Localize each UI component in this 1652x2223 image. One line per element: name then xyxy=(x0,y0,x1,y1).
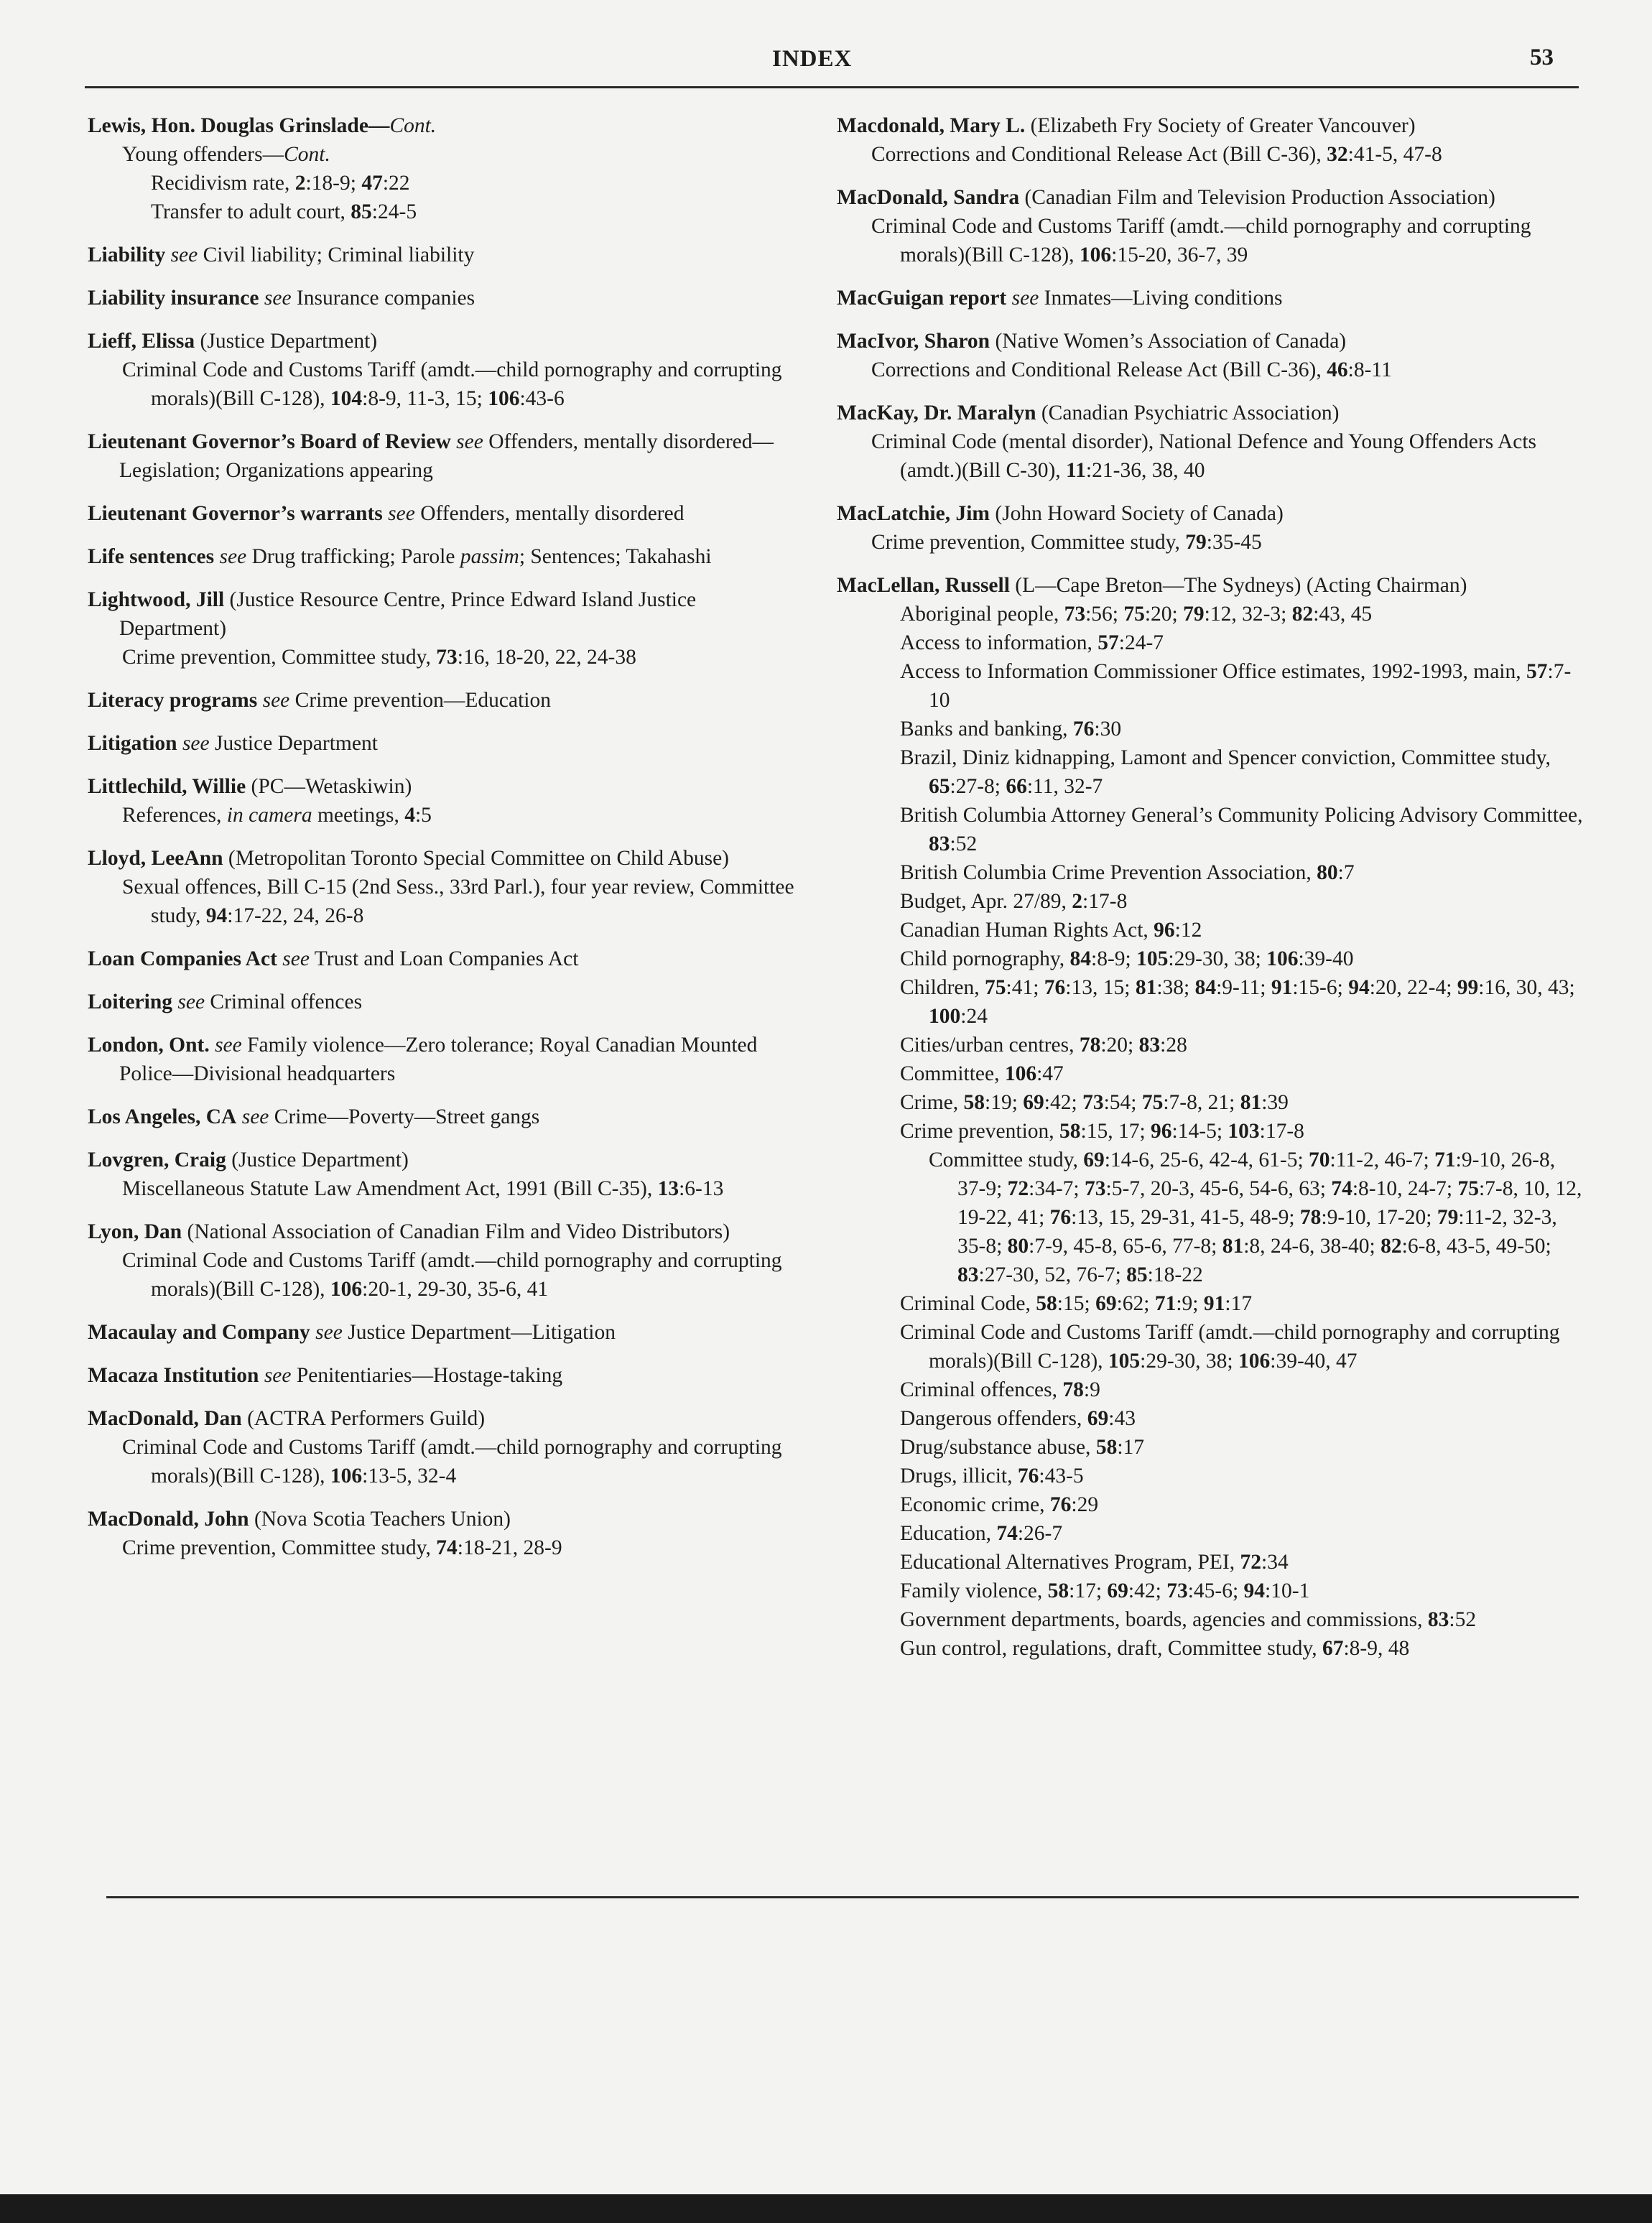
index-entry xyxy=(88,284,806,312)
index-subentry: Brazil, Diniz kidnapping, Lamont and Spencer conviction, Committee study, 65:27-8; 66:11, 32-7 xyxy=(900,746,1551,798)
index-heading: Lovgren, Craig (Justice Department) xyxy=(88,1148,409,1171)
index-subentry: Banks and banking, 76:30 xyxy=(900,718,1122,741)
index-subentry: Crime prevention, Committee study, 73:16, 18-20, 22, 24-38 xyxy=(122,646,636,669)
index-heading: MacLatchie, Jim (John Howard Society of Canada) xyxy=(837,502,1284,525)
index-heading: Lightwood, Jill (Justice Resource Centre, Prince Edward Island Justice Department) xyxy=(88,588,697,640)
index-heading: Lewis, Hon. Douglas Grinslade—Cont. xyxy=(88,114,437,137)
index-subentry: Drugs, illicit, 76:43-5 xyxy=(900,1465,1084,1488)
index-entry xyxy=(88,729,806,758)
index-entry xyxy=(837,571,1584,1663)
index-subentry: Drug/substance abuse, 58:17 xyxy=(900,1436,1145,1459)
index-heading: MacLellan, Russell (L—Cape Breton—The Sydneys) (Acting Chairman) xyxy=(837,574,1467,597)
index-entry xyxy=(837,284,1584,312)
index-subentry: Crime, 58:19; 69:42; 73:54; 75:7-8, 21; 81:39 xyxy=(900,1091,1289,1114)
scan-edge-band xyxy=(0,2194,1652,2223)
page-title: INDEX xyxy=(772,46,853,72)
index-subentry: Criminal Code and Customs Tariff (amdt.—child pornography and corrupting morals)(Bill C-128), 106:13-5, 32-4 xyxy=(122,1436,782,1488)
index-entry xyxy=(88,327,806,413)
index-subentry: Dangerous offenders, 69:43 xyxy=(900,1407,1136,1430)
index-entry xyxy=(837,499,1584,557)
index-subentry: Criminal Code, 58:15; 69:62; 71:9; 91:17 xyxy=(900,1292,1253,1315)
index-subentry: Child pornography, 84:8-9; 105:29-30, 38; 106:39-40 xyxy=(900,947,1354,970)
index-subentry: Committee study, 69:14-6, 25-6, 42-4, 61-5; 70:11-2, 46-7; 71:9-10, 26-8, 37-9; 72:34-7; 73:5-7, 20-3, 45-6, 54-6, 63; 74:8-10, 24-7; 75:7-8, 10, 12, 19-22, 41; 76:13, 15, 29-31, 41-5, 48-9; 78:9-10, 17-20; 79:11-2, 32-3, 35-8; 80:7-9, 45-8, 65-6, 77-8; 81:8, 24-6, 38-40; 82:6-8, 43-5, 49-50; 83:27-30, 52, 76-7; 85:18-22 xyxy=(929,1148,1582,1286)
index-heading: London, Ont. see Family violence—Zero tolerance; Royal Canadian Mounted Police—Divisional headquarters xyxy=(88,1034,758,1085)
index-entry xyxy=(88,1505,806,1562)
index-subentry: Children, 75:41; 76:13, 15; 81:38; 84:9-11; 91:15-6; 94:20, 22-4; 99:16, 30, 43; 100:24 xyxy=(900,976,1575,1028)
index-subentry: Young offenders—Cont. xyxy=(122,143,330,166)
index-entry xyxy=(88,1031,806,1088)
index-subentry: Crime prevention, Committee study, 74:18-21, 28-9 xyxy=(122,1536,562,1559)
index-heading: Life sentences see Drug trafficking; Parole passim; Sentences; Takahashi xyxy=(88,545,712,568)
index-heading: Lieff, Elissa (Justice Department) xyxy=(88,330,378,353)
index-entry xyxy=(88,1103,806,1131)
index-subentry: Criminal Code and Customs Tariff (amdt.—child pornography and corrupting morals)(Bill C-128), 104:8-9, 11-3, 15; 106:43-6 xyxy=(122,358,782,410)
index-subentry: Criminal Code and Customs Tariff (amdt.—child pornography and corrupting morals)(Bill C-128), 106:20-1, 29-30, 35-6, 41 xyxy=(122,1249,782,1301)
index-heading: Literacy programs see Crime prevention—Education xyxy=(88,689,552,712)
index-heading: Loitering see Criminal offences xyxy=(88,990,363,1013)
index-subentry: Recidivism rate, 2:18-9; 47:22 xyxy=(151,172,410,195)
index-subentry: Government departments, boards, agencies and commissions, 83:52 xyxy=(900,1608,1477,1631)
index-subentry: Cities/urban centres, 78:20; 83:28 xyxy=(900,1034,1187,1057)
index-entry xyxy=(88,1361,806,1390)
right-column xyxy=(837,111,1584,1677)
index-heading: MacDonald, Sandra (Canadian Film and Television Production Association) xyxy=(837,186,1495,209)
index-entry xyxy=(88,111,806,226)
index-heading: Macdonald, Mary L. (Elizabeth Fry Society of Greater Vancouver) xyxy=(837,114,1416,137)
index-subentry: Family violence, 58:17; 69:42; 73:45-6; 94:10-1 xyxy=(900,1579,1310,1602)
index-subentry: British Columbia Crime Prevention Association, 80:7 xyxy=(900,861,1355,884)
index-entry xyxy=(837,183,1584,269)
index-heading: MacGuigan report see Inmates—Living conditions xyxy=(837,287,1283,310)
index-heading: MacDonald, John (Nova Scotia Teachers Union) xyxy=(88,1508,511,1531)
index-subentry: Access to Information Commissioner Office estimates, 1992-1993, main, 57:7-10 xyxy=(900,660,1572,712)
index-subentry: Education, 74:26-7 xyxy=(900,1522,1063,1545)
index-entry xyxy=(88,945,806,973)
index-subentry: Miscellaneous Statute Law Amendment Act, 1991 (Bill C-35), 13:6-13 xyxy=(122,1177,724,1200)
index-subentry: Educational Alternatives Program, PEI, 72:34 xyxy=(900,1551,1289,1574)
index-heading: Macaza Institution see Penitentiaries—Hostage-taking xyxy=(88,1364,563,1387)
index-entry xyxy=(88,988,806,1016)
index-heading: Los Angeles, CA see Crime—Poverty—Street gangs xyxy=(88,1105,540,1128)
index-heading: Lloyd, LeeAnn (Metropolitan Toronto Special Committee on Child Abuse) xyxy=(88,847,730,870)
index-heading: MacDonald, Dan (ACTRA Performers Guild) xyxy=(88,1407,486,1430)
index-entry xyxy=(837,111,1584,169)
index-entry xyxy=(88,772,806,830)
index-entry xyxy=(88,844,806,930)
index-subentry: Access to information, 57:24-7 xyxy=(900,631,1164,654)
index-heading: Lyon, Dan (National Association of Canadian Film and Video Distributors) xyxy=(88,1220,730,1243)
index-subentry: Gun control, regulations, draft, Committee study, 67:8-9, 48 xyxy=(900,1637,1410,1660)
index-subentry: Corrections and Conditional Release Act (Bill C-36), 46:8-11 xyxy=(871,358,1392,381)
index-heading: Macaulay and Company see Justice Department—Litigation xyxy=(88,1321,616,1344)
index-subentry: Budget, Apr. 27/89, 2:17-8 xyxy=(900,890,1128,913)
index-entry xyxy=(88,499,806,528)
index-entry xyxy=(837,327,1584,384)
index-subentry: Corrections and Conditional Release Act (Bill C-36), 32:41-5, 47-8 xyxy=(871,143,1442,166)
index-heading: Littlechild, Willie (PC—Wetaskiwin) xyxy=(88,775,412,798)
index-subentry: Aboriginal people, 73:56; 75:20; 79:12, 32-3; 82:43, 45 xyxy=(900,603,1373,626)
index-subentry: Criminal Code and Customs Tariff (amdt.—child pornography and corrupting morals)(Bill C-128), 106:15-20, 36-7, 39 xyxy=(871,215,1531,266)
index-entry xyxy=(837,399,1584,485)
index-entry xyxy=(88,585,806,672)
index-subentry: British Columbia Attorney General’s Community Policing Advisory Committee, 83:52 xyxy=(900,804,1583,855)
index-entry xyxy=(88,1146,806,1203)
index-subentry: Canadian Human Rights Act, 96:12 xyxy=(900,919,1202,942)
index-subentry: Criminal Code (mental disorder), National Defence and Young Offenders Acts (amdt.)(Bill C-30), 11:21-36, 38, 40 xyxy=(871,430,1537,482)
index-entry xyxy=(88,686,806,715)
index-heading: Loan Companies Act see Trust and Loan Companies Act xyxy=(88,947,579,970)
index-subentry: Crime prevention, 58:15, 17; 96:14-5; 103:17-8 xyxy=(900,1120,1304,1143)
page-number: 53 xyxy=(1530,45,1554,70)
left-column xyxy=(88,111,806,1577)
index-heading: MacKay, Dr. Maralyn (Canadian Psychiatric Association) xyxy=(837,402,1340,424)
index-entry xyxy=(88,241,806,269)
index-heading: Liability insurance see Insurance companies xyxy=(88,287,475,310)
index-entry xyxy=(88,542,806,571)
index-heading: Liability see Civil liability; Criminal liability xyxy=(88,243,475,266)
index-heading: Lieutenant Governor’s warrants see Offenders, mentally disordered xyxy=(88,502,685,525)
index-entry xyxy=(88,427,806,485)
index-subentry: Criminal Code and Customs Tariff (amdt.—child pornography and corrupting morals)(Bill C-128), 105:29-30, 38; 106:39-40, 47 xyxy=(900,1321,1560,1373)
index-heading: Lieutenant Governor’s Board of Review see Offenders, mentally disordered—Legislation; Organizations appearing xyxy=(88,430,774,482)
index-subentry: Criminal offences, 78:9 xyxy=(900,1378,1100,1401)
index-subentry: Crime prevention, Committee study, 79:35-45 xyxy=(871,531,1262,554)
header-rule xyxy=(85,86,1579,88)
index-subentry: Economic crime, 76:29 xyxy=(900,1493,1099,1516)
index-heading: Litigation see Justice Department xyxy=(88,732,378,755)
index-subentry: Transfer to adult court, 85:24-5 xyxy=(151,200,417,223)
index-heading: MacIvor, Sharon (Native Women’s Association of Canada) xyxy=(837,330,1347,353)
index-entry xyxy=(88,1217,806,1304)
index-entry xyxy=(88,1318,806,1347)
footer-rule xyxy=(106,1896,1579,1898)
index-subentry: References, in camera meetings, 4:5 xyxy=(122,804,432,827)
index-subentry: Sexual offences, Bill C-15 (2nd Sess., 33rd Parl.), four year review, Committee study, 94:17-22, 24, 26-8 xyxy=(122,876,794,927)
index-entry xyxy=(88,1404,806,1490)
index-subentry: Committee, 106:47 xyxy=(900,1062,1064,1085)
